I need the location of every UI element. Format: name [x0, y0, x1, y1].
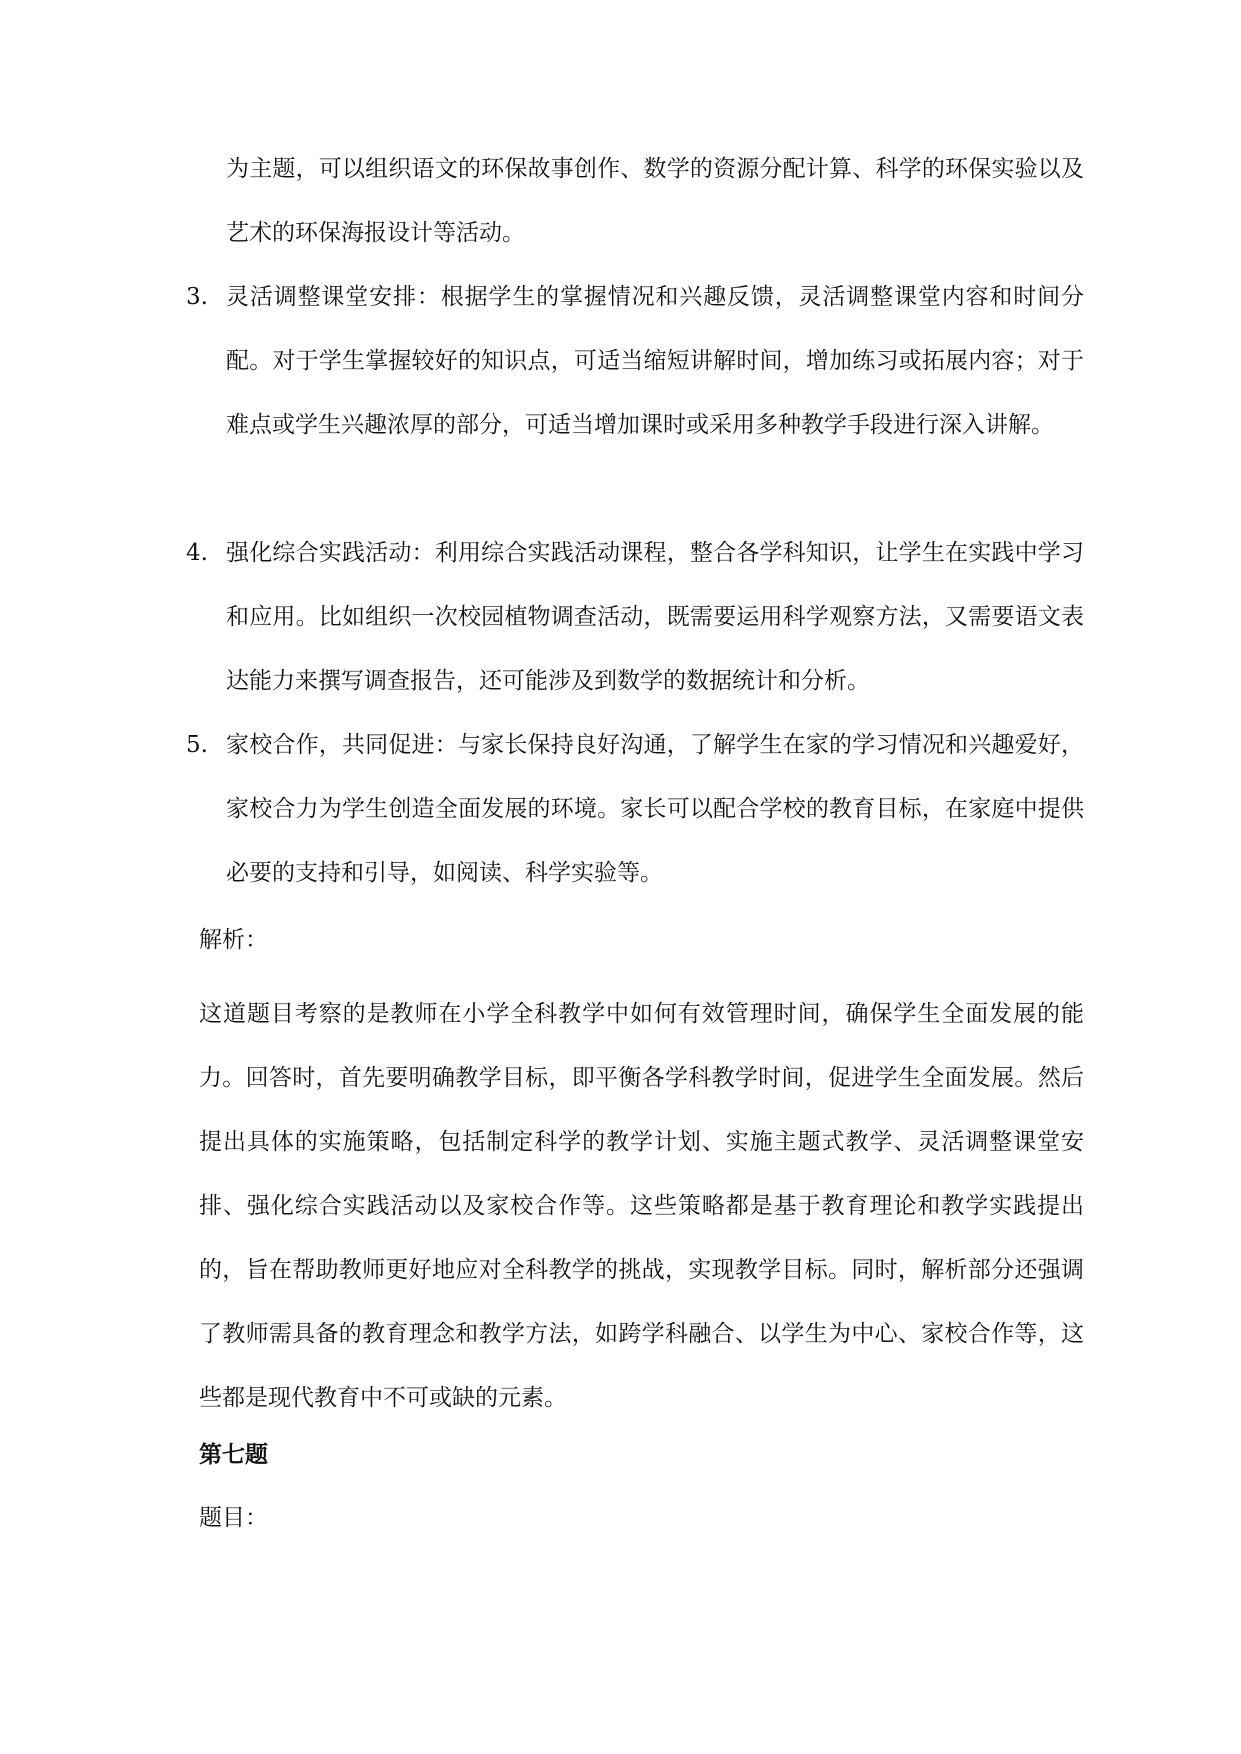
- list-number: 4.: [186, 540, 208, 566]
- section-title: 第七题: [199, 1441, 268, 1468]
- list-item: [186, 713, 1084, 905]
- analysis-label: 解析：: [199, 927, 268, 953]
- list-number: 3.: [186, 284, 208, 310]
- question-label: 题目：: [199, 1505, 268, 1531]
- list-item: [186, 521, 1084, 713]
- list-number: 5.: [186, 732, 208, 758]
- list-item-text: 灵活调整课堂安排：根据学生的掌握情况和兴趣反馈，灵活调整课堂内容和时间分配。对于学生掌握较好的知识点，可适当缩短讲解时间，增加练习或拓展内容；对于难点或学生兴趣浓厚的部分，可适当增加课时或采用多种教学手段进行深入讲解。: [226, 284, 1084, 438]
- list-item: [186, 265, 1084, 457]
- list-item-text: 强化综合实践活动：利用综合实践活动课程，整合各学科知识，让学生在实践中学习和应用。比如组织一次校园植物调查活动，既需要运用科学观察方法，又需要语文表达能力来撰写调查报告，还可能涉及到数学的数据统计和分析。: [226, 540, 1084, 694]
- list-item-continuation: 为主题，可以组织语文的环保故事创作、数学的资源分配计算、科学的环保实验以及艺术的环保海报设计等活动。: [226, 156, 1084, 246]
- list-item-text: 家校合作，共同促进：与家长保持良好沟通，了解学生在家的学习情况和兴趣爱好，家校合力为学生创造全面发展的环境。家长可以配合学校的教育目标，在家庭中提供必要的支持和引导，如阅读、科学实验等。: [226, 732, 1084, 886]
- analysis-paragraph: 这道题目考察的是教师在小学全科教学中如何有效管理时间，确保学生全面发展的能力。回答时，首先要明确教学目标，即平衡各学科教学时间，促进学生全面发展。然后提出具体的实施策略，包括制定科学的教学计划、实施主题式教学、灵活调整课堂安排、强化综合实践活动以及家校合作等。这些策略都是基于教育理论和教学实践提出的，旨在帮助教师更好地应对全科教学的挑战，实现教学目标。同时，解析部分还强调了教师需具备的教育理念和教学方法，如跨学科融合、以学生为中心、家校合作等，这些都是现代教育中不可或缺的元素。: [199, 1001, 1084, 1411]
